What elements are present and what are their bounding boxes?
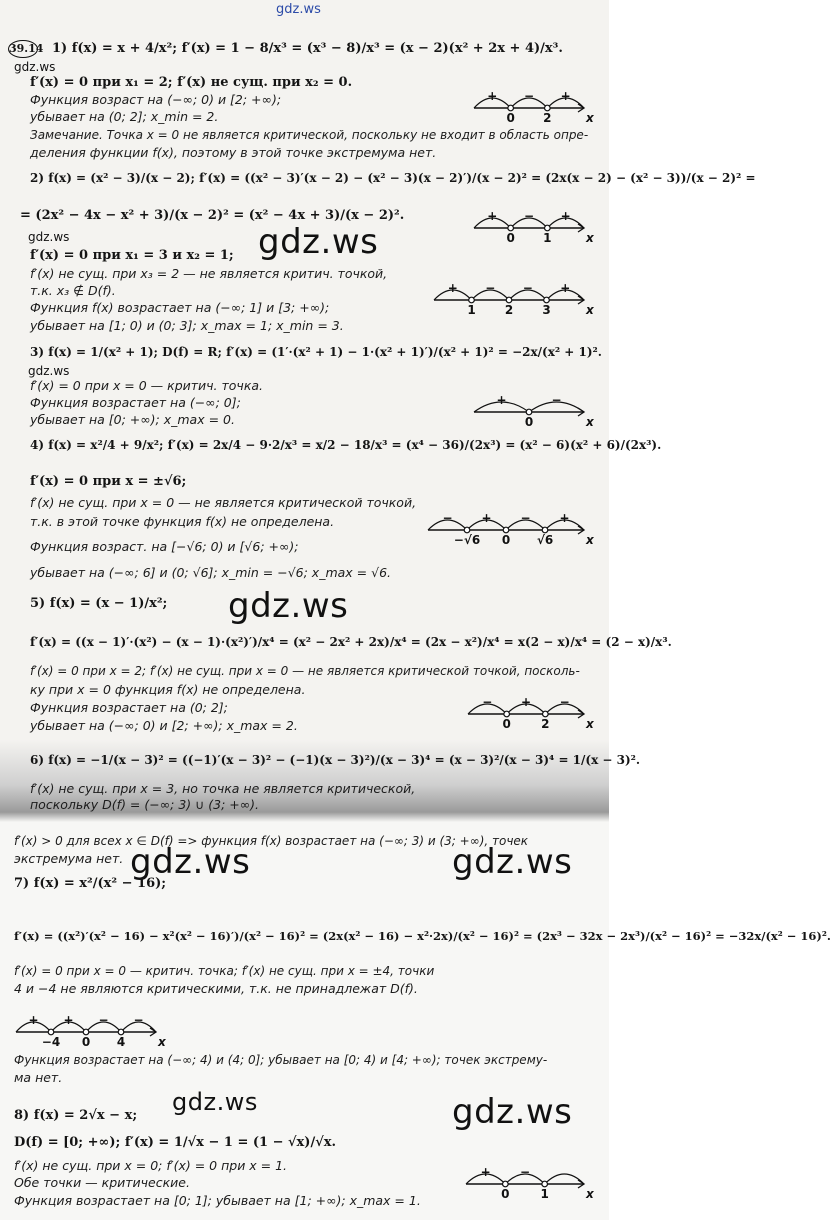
- line-7: 2) f(x) = (x² − 3)/(x − 2); f′(x) = ((x² − 3)′(x − 2) − (x² − 3)(x − 2)′)/(x − 2)² = (2x(x − 2) − (x² − 3))/(x − 2)² =: [30, 171, 756, 185]
- line-4: убывает на (0; 2]; x_min = 2.: [30, 109, 219, 124]
- critical-point: [504, 711, 510, 717]
- line-32: поскольку D(f) = (−∞; 3) ∪ (3; +∞).: [30, 797, 259, 812]
- watermark-large: gdz.ws: [452, 842, 573, 882]
- watermark-large: gdz.ws: [172, 1088, 258, 1116]
- sign-label: −: [485, 281, 496, 295]
- line-23: убывает на (−∞; 6] и (0; √6]; x_min = −√6; x_max = √6.: [30, 565, 392, 580]
- line-15: f′(x) = 0 при x = 0 — критич. точка.: [30, 378, 264, 393]
- sign-label: +: [481, 511, 492, 525]
- line-44: Обе точки — критические.: [14, 1175, 190, 1190]
- line-28: Функция возрастает на (0; 2];: [30, 700, 228, 715]
- sign-label: −: [98, 1013, 109, 1027]
- point-label: 0: [501, 533, 511, 547]
- point-label: 3: [542, 303, 551, 317]
- watermark-small: gdz.ws: [28, 364, 70, 378]
- critical-point: [83, 1029, 89, 1035]
- line-20: f′(x) не сущ. при x = 0 — не является критической точкой,: [30, 495, 417, 510]
- line-27: ку при x = 0 функция f(x) не определена.: [30, 682, 306, 697]
- sign-label: −: [523, 89, 535, 103]
- critical-point: [544, 297, 550, 303]
- point-label: 0: [506, 231, 515, 245]
- watermark-large: gdz.ws: [258, 222, 379, 262]
- line-9: f′(x) = 0 при x₁ = 3 и x₂ = 1;: [30, 248, 234, 263]
- critical-point: [48, 1029, 54, 1035]
- line-39: Функция возрастает на (−∞; 4) и (4; 0]; убывает на [0; 4) и [4; +∞); точек экстрему-: [14, 1053, 548, 1067]
- sign-diagram-7: [10, 1008, 170, 1048]
- axis-label: x: [586, 717, 594, 731]
- sign-label: +: [559, 511, 570, 525]
- sign-label: +: [487, 89, 498, 103]
- line-26: f′(x) = 0 при x = 2; f′(x) не сущ. при x = 0 — не является критической точкой, посколь-: [30, 664, 580, 678]
- critical-point: [542, 1181, 548, 1187]
- sign-diagram-3: [428, 276, 598, 317]
- critical-point: [545, 105, 551, 111]
- point-label: −√6: [453, 533, 481, 547]
- line-41: 8) f(x) = 2√x − x;: [14, 1108, 138, 1123]
- sign-label: +: [28, 1013, 39, 1027]
- point-label: 1: [467, 303, 476, 317]
- problem-number: 39.14: [8, 40, 38, 58]
- critical-point: [542, 527, 548, 533]
- sign-label: +: [487, 209, 498, 223]
- point-label: 1: [540, 1187, 549, 1201]
- line-6: деления функции f(x), поэтому в этой точке экстремума нет.: [30, 145, 437, 160]
- axis-label: x: [158, 1035, 166, 1049]
- watermark-small: gdz.ws: [28, 230, 70, 244]
- line-43: f′(x) не сущ. при x = 0; f′(x) = 0 при x = 1.: [14, 1158, 288, 1173]
- line-35: 7) f(x) = x²/(x² − 16);: [14, 876, 167, 891]
- line-36: f′(x) = ((x²)′(x² − 16) − x²(x² − 16)′)/(x² − 16)² = (2x(x² − 16) − x²·2x)/(x² − 16)² = (2x³ − 32x − 2x³)/(x² − 16)² = −32x/(x² − 16)².: [14, 929, 831, 943]
- axis-label: x: [586, 415, 594, 429]
- point-label: 4: [116, 1035, 126, 1049]
- sign-diagram-8: [460, 1160, 598, 1200]
- sign-diagram-2: [468, 204, 598, 245]
- sign-label: −: [519, 1165, 531, 1179]
- line-13: убывает на [1; 0) и (0; 3]; x_max = 1; x_min = 3.: [30, 318, 344, 333]
- critical-point: [118, 1029, 124, 1035]
- line-45: Функция возрастает на [0; 1]; убывает на [1; +∞); x_max = 1.: [14, 1193, 421, 1208]
- point-label: 1: [543, 231, 552, 245]
- sign-label: +: [63, 1013, 74, 1027]
- line-25: f′(x) = ((x − 1)′·(x²) − (x − 1)·(x²)′)/x⁴ = (x² − 2x² + 2x)/x⁴ = (2x − x²)/x⁴ = x(2 − x)/x⁴ = (2 − x)/x³.: [30, 635, 672, 649]
- point-label: −4: [41, 1035, 61, 1049]
- watermark-large: gdz.ws: [452, 1092, 573, 1132]
- sign-label: −: [559, 695, 570, 709]
- line-5: Замечание. Точка x = 0 не является критической, поскольку не входит в область опре-: [30, 128, 589, 142]
- line-22: Функция возраст. на [−√6; 0) и [√6; +∞);: [30, 539, 299, 554]
- sign-diagram-6: [462, 690, 598, 730]
- line-31: f′(x) не сущ. при x = 3, но точка не является критической,: [30, 781, 416, 796]
- axis-label: x: [586, 111, 594, 125]
- critical-point: [503, 527, 509, 533]
- point-label: 2: [504, 303, 514, 317]
- sign-label: +: [560, 89, 571, 103]
- sign-arc: [545, 1174, 584, 1184]
- watermark-small: gdz.ws: [14, 60, 56, 74]
- line-2: f′(x) = 0 при x₁ = 2; f′(x) не сущ. при x₂ = 0.: [30, 75, 353, 90]
- axis-label: x: [586, 231, 594, 245]
- sign-label: +: [480, 1165, 491, 1179]
- point-label: 0: [81, 1035, 91, 1049]
- critical-point: [469, 297, 475, 303]
- critical-point: [545, 225, 551, 231]
- critical-point: [526, 409, 532, 415]
- watermark-large: gdz.ws: [228, 586, 349, 626]
- watermark-large: gdz.ws: [130, 842, 251, 882]
- line-8: = (2x² − 4x − x² + 3)/(x − 2)² = (x² − 4x + 3)/(x − 2)².: [20, 208, 405, 223]
- sign-label: +: [560, 281, 571, 295]
- sign-label: −: [482, 695, 493, 709]
- critical-point: [503, 1181, 509, 1187]
- line-18: 4) f(x) = x²/4 + 9/x²; f′(x) = 2x/4 − 9·2/x³ = x/2 − 18/x³ = (x⁴ − 36)/(2x³) = (x² − 6)(x² + 6)/(2x³).: [30, 438, 662, 452]
- axis-label: x: [586, 533, 594, 547]
- line-21: т.к. в этой точке функция f(x) не определена.: [30, 514, 335, 529]
- sign-label: +: [447, 281, 458, 295]
- point-label: 0: [502, 717, 511, 731]
- critical-point: [508, 225, 514, 231]
- line-12: Функция f(x) возрастает на (−∞; 1] и [3; +∞);: [30, 300, 330, 315]
- critical-point: [508, 105, 514, 111]
- line-30: 6) f(x) = −1/(x − 3)² = ((−1)′(x − 3)² − (−1)(x − 3)²)/(x − 3)⁴ = (x − 3)²/(x − 3)⁴ = 1/(x − 3)².: [30, 753, 641, 767]
- line-17: убывает на [0; +∞); x_max = 0.: [30, 412, 235, 427]
- sign-label: −: [442, 511, 453, 525]
- sign-diagram-5: [422, 506, 598, 546]
- line-33: f′(x) > 0 для всех x ∈ D(f) => функция f(x) возрастает на (−∞; 3) и (3; +∞), точек: [14, 834, 529, 848]
- sign-label: −: [523, 209, 535, 223]
- point-label: 2: [541, 717, 550, 731]
- sign-label: +: [496, 393, 507, 407]
- critical-point: [464, 527, 470, 533]
- line-16: Функция возрастает на (−∞; 0];: [30, 395, 241, 410]
- sign-label: +: [520, 695, 532, 709]
- sign-label: −: [520, 511, 531, 525]
- line-10: f′(x) не сущ. при x₃ = 2 — не является критич. точкой,: [30, 266, 388, 281]
- line-29: убывает на (−∞; 0) и [2; +∞); x_max = 2.: [30, 718, 298, 733]
- line-24: 5) f(x) = (x − 1)/x²;: [30, 596, 168, 611]
- watermark-top: gdz.ws: [276, 2, 321, 17]
- line-14: 3) f(x) = 1/(x² + 1); D(f) = R; f′(x) = (1′·(x² + 1) − 1·(x² + 1)′)/(x² + 1)² = −2x/(x² + 1)².: [30, 345, 602, 359]
- line-40: ма нет.: [14, 1070, 63, 1085]
- line-37: f′(x) = 0 при x = 0 — критич. точка; f′(x) не сущ. при x = ±4, точки: [14, 964, 435, 978]
- line-11: т.к. x₃ ∉ D(f).: [30, 283, 116, 298]
- axis-label: x: [586, 1187, 594, 1201]
- line-19: f′(x) = 0 при x = ±√6;: [30, 474, 187, 489]
- sign-label: −: [551, 393, 562, 407]
- sign-label: −: [133, 1013, 144, 1027]
- point-label: 0: [506, 111, 515, 125]
- line-1: 1) f(x) = x + 4/x²; f′(x) = 1 − 8/x³ = (x³ − 8)/x³ = (x − 2)(x² + 2x + 4)/x³.: [52, 41, 563, 56]
- point-label: 2: [543, 111, 552, 125]
- line-38: 4 и −4 не являются критическими, т.к. не принадлежат D(f).: [14, 981, 418, 996]
- point-label: √6: [536, 533, 554, 547]
- sign-diagram-1: [468, 84, 598, 125]
- point-label: 0: [524, 415, 534, 429]
- sign-label: +: [560, 209, 571, 223]
- sign-label: −: [522, 281, 533, 295]
- axis-label: x: [586, 303, 594, 317]
- point-label: 0: [501, 1187, 510, 1201]
- critical-point: [506, 297, 512, 303]
- sign-diagram-4: [468, 388, 598, 429]
- line-42: D(f) = [0; +∞); f′(x) = 1/√x − 1 = (1 − √x)/√x.: [14, 1135, 337, 1150]
- line-3: Функция возраст на (−∞; 0) и [2; +∞);: [30, 92, 282, 107]
- critical-point: [543, 711, 549, 717]
- line-34: экстремума нет.: [14, 851, 124, 866]
